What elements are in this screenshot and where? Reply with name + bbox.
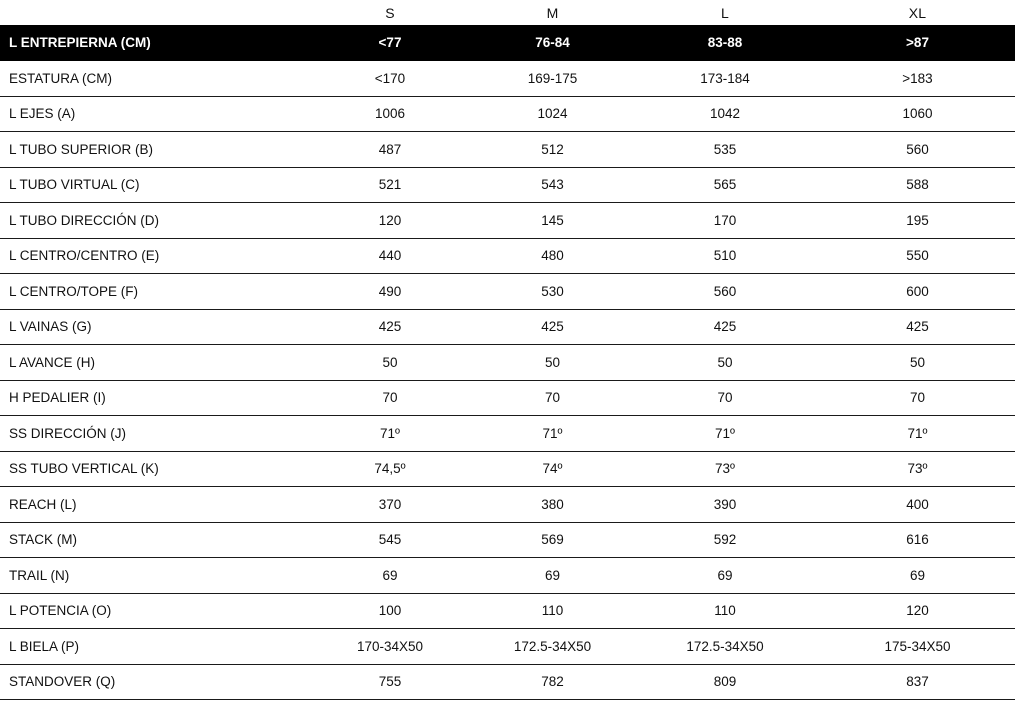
- column-header-m: M: [546, 4, 559, 21]
- table-cell: 512: [475, 132, 630, 168]
- table-cell: 782: [475, 664, 630, 700]
- table-row: [0, 238, 1015, 274]
- table-cell: 110: [630, 593, 820, 629]
- table-row: [0, 593, 1015, 629]
- table-cell: 195: [820, 203, 1015, 239]
- row-label: STANDOVER (Q): [0, 664, 305, 700]
- row-label: L ENTREPIERNA (CM): [0, 25, 305, 61]
- table-cell: 69: [475, 558, 630, 594]
- table-cell: 71º: [630, 416, 820, 452]
- table-cell: 521: [305, 167, 475, 203]
- table-cell: 490: [305, 274, 475, 310]
- table-cell: 110: [475, 593, 630, 629]
- table-row: [0, 203, 1015, 239]
- table-cell: 120: [305, 203, 475, 239]
- row-label: L TUBO SUPERIOR (B): [0, 132, 305, 168]
- table-cell: 70: [305, 380, 475, 416]
- table-cell: 73º: [630, 451, 820, 487]
- table-cell: 74º: [475, 451, 630, 487]
- table-cell: 569: [475, 522, 630, 558]
- table-cell: 50: [630, 345, 820, 381]
- row-label: L AVANCE (H): [0, 345, 305, 381]
- table-cell: 588: [820, 167, 1015, 203]
- table-cell: 530: [475, 274, 630, 310]
- table-row: [0, 96, 1015, 132]
- table-cell: 755: [305, 664, 475, 700]
- table-body: [0, 25, 1015, 700]
- table-row: [0, 380, 1015, 416]
- table-cell: 535: [630, 132, 820, 168]
- table-cell: 616: [820, 522, 1015, 558]
- header-corner: [0, 0, 305, 25]
- table-row: [0, 61, 1015, 97]
- table-cell: >87: [820, 25, 1015, 61]
- table-cell: 175-34X50: [820, 629, 1015, 665]
- table-cell: <77: [305, 25, 475, 61]
- table-row: [0, 167, 1015, 203]
- column-header-xl: XL: [908, 4, 927, 21]
- table-row: [0, 416, 1015, 452]
- table-cell: 510: [630, 238, 820, 274]
- table-cell: 71º: [305, 416, 475, 452]
- row-label: L VAINAS (G): [0, 309, 305, 345]
- table-cell: 425: [820, 309, 1015, 345]
- table-cell: 120: [820, 593, 1015, 629]
- table-cell: 1024: [475, 96, 630, 132]
- table-cell: 487: [305, 132, 475, 168]
- table-cell: 809: [630, 664, 820, 700]
- row-label: ESTATURA (CM): [0, 61, 305, 97]
- row-label: L BIELA (P): [0, 629, 305, 665]
- table-cell: 440: [305, 238, 475, 274]
- table-cell: 543: [475, 167, 630, 203]
- table-cell: 74,5º: [305, 451, 475, 487]
- table-cell: 600: [820, 274, 1015, 310]
- table-cell: 170-34X50: [305, 629, 475, 665]
- table-row: [0, 558, 1015, 594]
- table-cell: 70: [820, 380, 1015, 416]
- table-cell: 172.5-34X50: [630, 629, 820, 665]
- row-label: REACH (L): [0, 487, 305, 523]
- table-row: [0, 274, 1015, 310]
- table-cell: 70: [630, 380, 820, 416]
- column-header-l: L: [721, 4, 729, 21]
- table-cell: 71º: [475, 416, 630, 452]
- table-cell: 480: [475, 238, 630, 274]
- table-cell: 50: [475, 345, 630, 381]
- table-cell: 380: [475, 487, 630, 523]
- table-cell: 545: [305, 522, 475, 558]
- table-cell: 169-175: [475, 61, 630, 97]
- header-row: [0, 0, 1015, 25]
- table-cell: 425: [305, 309, 475, 345]
- table-cell: 71º: [820, 416, 1015, 452]
- table-cell: >183: [820, 61, 1015, 97]
- table-row: [0, 451, 1015, 487]
- row-label: L EJES (A): [0, 96, 305, 132]
- table-row: [0, 309, 1015, 345]
- table-cell: 170: [630, 203, 820, 239]
- table-cell: 1042: [630, 96, 820, 132]
- table-cell: 550: [820, 238, 1015, 274]
- table-row: [0, 132, 1015, 168]
- column-header-s: S: [385, 4, 395, 21]
- table-cell: 69: [820, 558, 1015, 594]
- table-cell: 69: [630, 558, 820, 594]
- table-cell: 69: [305, 558, 475, 594]
- row-label: TRAIL (N): [0, 558, 305, 594]
- table-row: [0, 522, 1015, 558]
- table-cell: 1006: [305, 96, 475, 132]
- row-label: L CENTRO/TOPE (F): [0, 274, 305, 310]
- table-header: [0, 0, 1015, 25]
- table-cell: 837: [820, 664, 1015, 700]
- table-cell: 76-84: [475, 25, 630, 61]
- table-row: [0, 25, 1015, 61]
- table-cell: <170: [305, 61, 475, 97]
- table-cell: 70: [475, 380, 630, 416]
- table-cell: 425: [630, 309, 820, 345]
- row-label: L POTENCIA (O): [0, 593, 305, 629]
- table-cell: 560: [820, 132, 1015, 168]
- table-cell: 560: [630, 274, 820, 310]
- table-cell: 400: [820, 487, 1015, 523]
- row-label: L TUBO VIRTUAL (C): [0, 167, 305, 203]
- table-cell: 370: [305, 487, 475, 523]
- table-cell: 425: [475, 309, 630, 345]
- table-row: [0, 629, 1015, 665]
- row-label: L CENTRO/CENTRO (E): [0, 238, 305, 274]
- row-label: L TUBO DIRECCIÓN (D): [0, 203, 305, 239]
- table-cell: 100: [305, 593, 475, 629]
- table-row: [0, 664, 1015, 700]
- row-label: SS DIRECCIÓN (J): [0, 416, 305, 452]
- table-cell: 50: [305, 345, 475, 381]
- table-cell: 172.5-34X50: [475, 629, 630, 665]
- row-label: SS TUBO VERTICAL (K): [0, 451, 305, 487]
- table-cell: 145: [475, 203, 630, 239]
- table-row: [0, 487, 1015, 523]
- table-cell: 83-88: [630, 25, 820, 61]
- table-row: [0, 345, 1015, 381]
- table-cell: 592: [630, 522, 820, 558]
- table-cell: 173-184: [630, 61, 820, 97]
- row-label: STACK (M): [0, 522, 305, 558]
- table-cell: 390: [630, 487, 820, 523]
- table-cell: 565: [630, 167, 820, 203]
- row-label: H PEDALIER (I): [0, 380, 305, 416]
- table-cell: 73º: [820, 451, 1015, 487]
- table-cell: 1060: [820, 96, 1015, 132]
- table-cell: 50: [820, 345, 1015, 381]
